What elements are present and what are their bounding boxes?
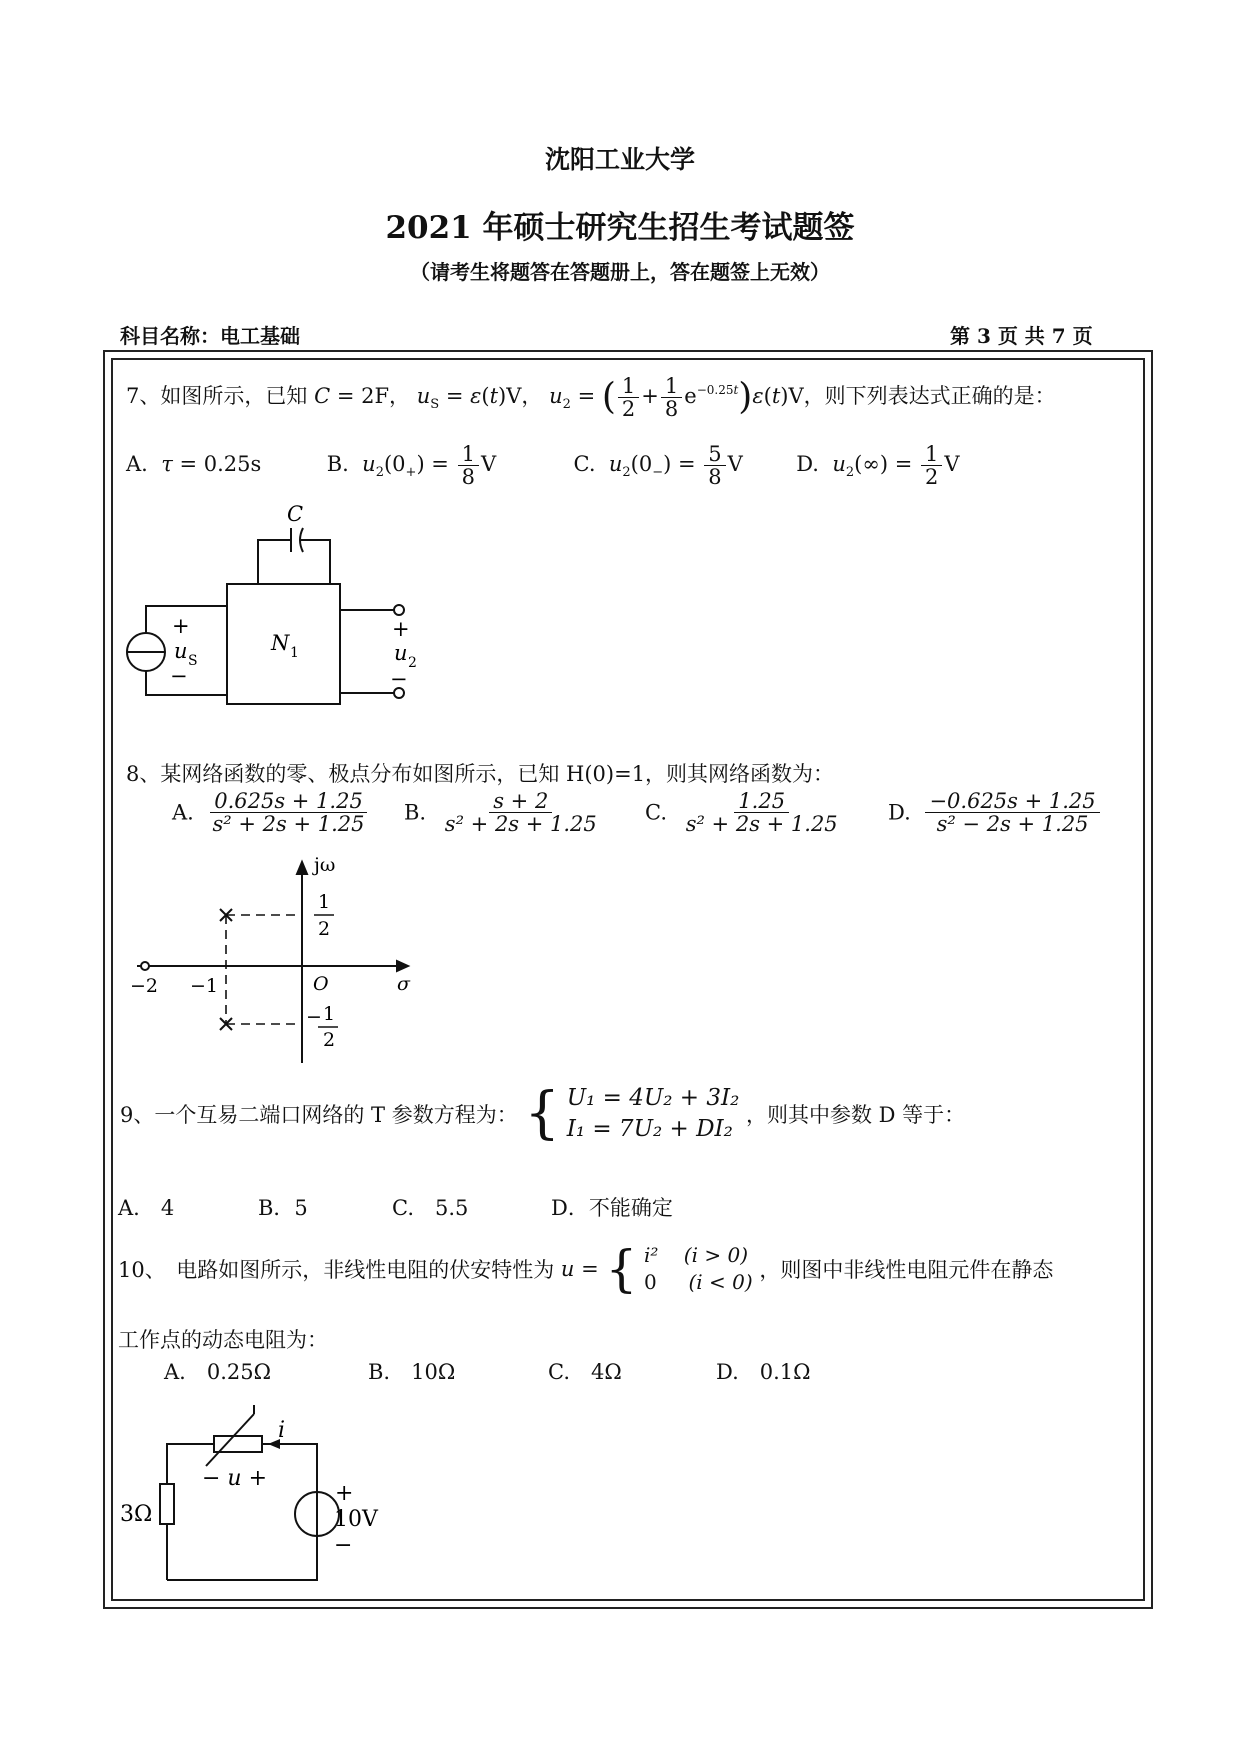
us-plus-label: + bbox=[172, 614, 190, 638]
us-label: u bbox=[174, 639, 188, 663]
q7-option-d[interactable]: D. $u_2(\infty)$ = $\frac{1}{2}$ V bbox=[796, 442, 960, 490]
q9-option-c[interactable]: C. 5.5 bbox=[392, 1196, 469, 1220]
subject-label: 科目名称：电工基础 bbox=[120, 324, 300, 348]
capacitor-label: C bbox=[287, 502, 304, 526]
sigma-label: σ bbox=[397, 973, 410, 995]
q7-option-b[interactable]: B. $u_2(0_+)$ = $\frac{1}{8}$ V bbox=[326, 442, 497, 490]
q7-option-c[interactable]: C. $u_2(0_-)$ = $\frac{5}{8}$ V bbox=[573, 442, 743, 490]
q10-option-c[interactable]: C. 4Ω bbox=[548, 1360, 622, 1384]
question-10-stem: 10、 电路如图所示，非线性电阻的伏安特性为 u = { i² (i > 0) 0 (i < 0) ，则图中非线性电阻元件在静态 bbox=[118, 1240, 1054, 1298]
current-i-label: i bbox=[278, 1418, 286, 1443]
tick-minus-2: −2 bbox=[130, 975, 159, 997]
svg-text:S: S bbox=[188, 653, 198, 669]
q10-option-a[interactable]: A. 0.25Ω bbox=[164, 1360, 272, 1384]
q7-option-a[interactable]: A. τ = 0.25s bbox=[126, 452, 262, 477]
q9-option-d[interactable]: D．不能确定 bbox=[551, 1196, 673, 1220]
tick-half-num: 1 bbox=[318, 891, 331, 913]
jw-label: jω bbox=[314, 854, 336, 876]
resistor-3ohm bbox=[160, 1484, 174, 1524]
u-label: − u + bbox=[202, 1466, 268, 1491]
svg-text:2: 2 bbox=[408, 655, 417, 671]
source-minus-label: − bbox=[334, 1533, 353, 1558]
n1-label: N bbox=[271, 631, 290, 655]
tick-minus-1: −1 bbox=[190, 975, 219, 997]
question-8-stem: 8、某网络函数的零、极点分布如图所示，已知 H(0)=1，则其网络函数为： bbox=[126, 762, 835, 786]
svg-text:1: 1 bbox=[290, 645, 299, 661]
u2-minus-label: − bbox=[390, 667, 408, 691]
source-plus-label: + bbox=[335, 1481, 354, 1506]
exam-title: 2021 年硕士研究生招生考试题签 bbox=[385, 210, 855, 246]
svg-text:−: − bbox=[306, 1006, 322, 1028]
exam-notice: （请考生将题答在答题册上，答在题签上无效） bbox=[410, 260, 830, 284]
svg-text:2: 2 bbox=[323, 1029, 336, 1051]
tick-half-den: 2 bbox=[318, 918, 331, 940]
q10-option-d[interactable]: D. 0.1Ω bbox=[716, 1360, 811, 1384]
q8-option-a[interactable]: A. $\frac{0.625s + 1.25}{\text{s² + 2s + 1.25}}$ bbox=[172, 790, 371, 835]
q8-option-c[interactable]: C. $\frac{1.25}{\text{s² + 2s + 1.25}}$ bbox=[645, 789, 838, 837]
svg-text:1: 1 bbox=[323, 1003, 336, 1025]
page-label: 第 3 页 共 7 页 bbox=[950, 324, 1093, 348]
question-10-line2: 工作点的动态电阻为： bbox=[118, 1328, 328, 1352]
question-9-stem: 9、一个互易二端口网络的 T 参数方程为： { U₁ = 4U₂ + 3I₂ I₁ = 7U₂ + DI₂ ，则其中参数 D 等于： bbox=[120, 1081, 966, 1147]
source-10v-label: 10V bbox=[334, 1507, 378, 1532]
u2-plus-label: + bbox=[392, 617, 410, 641]
u2-label: u bbox=[394, 641, 408, 665]
q9-option-b[interactable]: B．5 bbox=[258, 1196, 308, 1220]
q9-option-a[interactable]: A. 4 bbox=[118, 1196, 175, 1220]
q9-equation-1: U₁ = 4U₂ + 3I₂ bbox=[566, 1085, 740, 1111]
resistor-3ohm-label: 3Ω bbox=[120, 1502, 153, 1527]
q9-equation-2: I₁ = 7U₂ + DI₂ bbox=[566, 1116, 733, 1143]
origin-label: O bbox=[313, 973, 329, 995]
q8-option-b[interactable]: B. $\frac{s + 2}{\text{s² + 2s + 1.25}}$ bbox=[404, 789, 597, 837]
question-7-stem: 7、如图所示，已知 C = 2F， $u_S = \varepsilon(t)V$， $u_2$ = ( $\frac{1}{2}$ + $\frac{1}{8}$ $e^{-0.25t})\varepsilon(t)V$，则下列表达式正确的是： bbox=[126, 374, 1056, 422]
q8-option-d[interactable]: D. $\frac{-0.625s + 1.25}{\text{s² − 2s + 1.25}}$ bbox=[888, 790, 1102, 835]
q10-option-b[interactable]: B. 10Ω bbox=[368, 1360, 456, 1384]
us-minus-label: − bbox=[170, 664, 188, 688]
school-name: 沈阳工业大学 bbox=[544, 145, 695, 174]
